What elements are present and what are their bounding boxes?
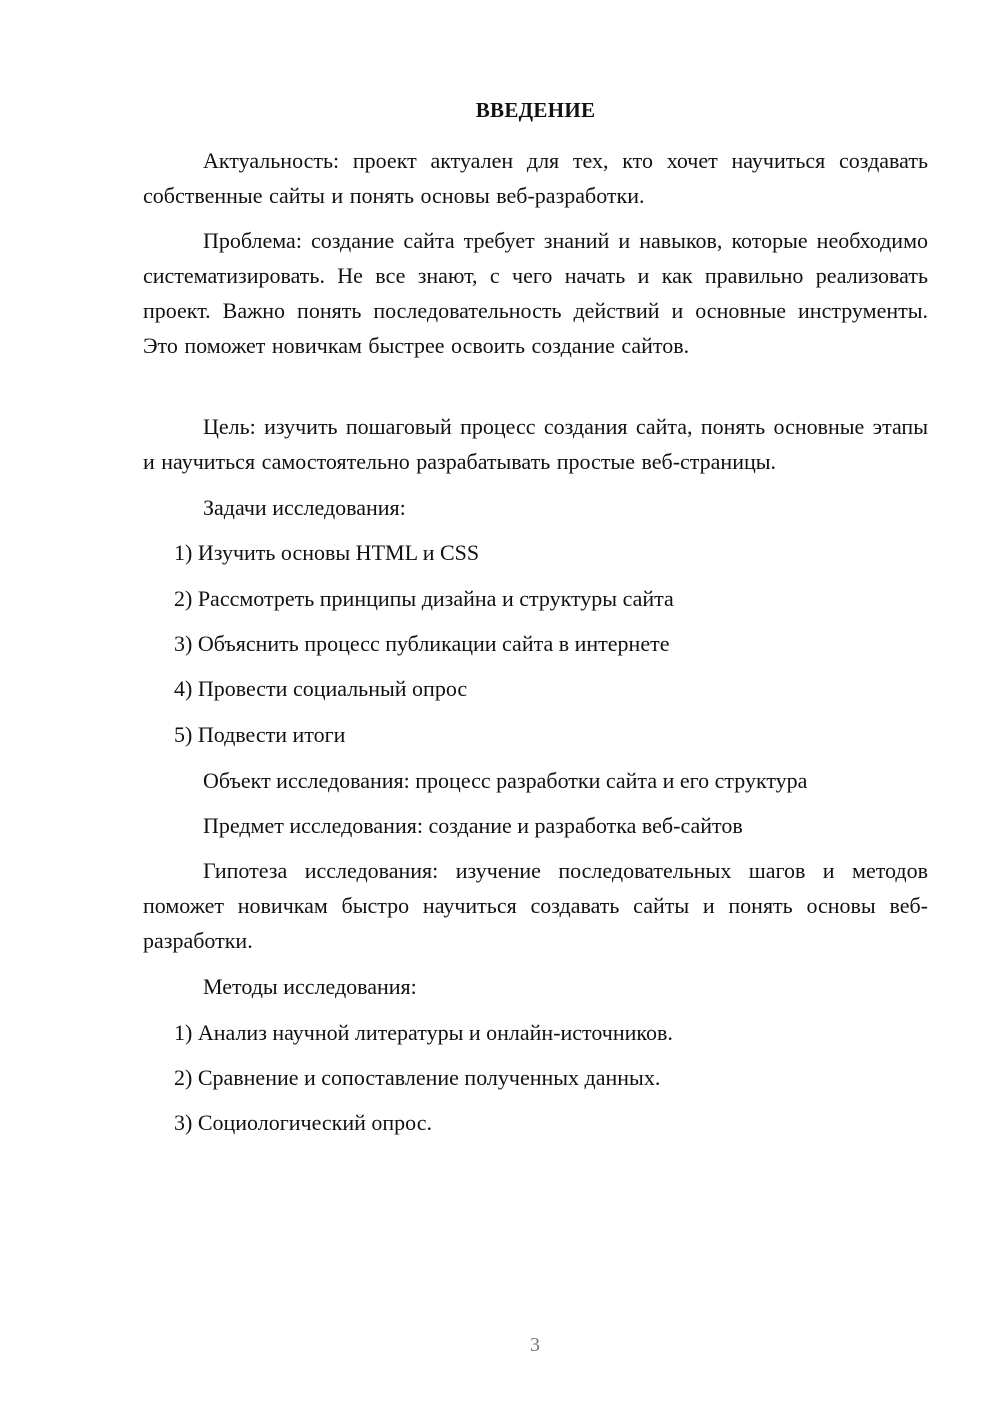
task-item: 5) Подвести итоги (174, 722, 346, 747)
subject-line: Предмет исследования: создание и разработка веб-сайтов (203, 813, 743, 838)
method-item: 2) Сравнение и сопоставление полученных данных. (174, 1065, 661, 1090)
page-number: 3 (530, 1334, 540, 1356)
task-item: 2) Рассмотреть принципы дизайна и структуры сайта (174, 586, 674, 611)
tasks-heading: Задачи исследования: (203, 495, 406, 520)
task-item: 1) Изучить основы HTML и CSS (174, 540, 480, 565)
task-item: 3) Объяснить процесс публикации сайта в интернете (174, 631, 670, 656)
hypothesis-paragraph: Гипотеза исследования: изучение последовательных шагов и методов поможет новичкам быстро научиться создавать сайты и понять основы веб-разработки. (143, 858, 928, 953)
section-title: ВВЕДЕНИЕ (475, 98, 596, 122)
methods-heading: Методы исследования: (203, 974, 417, 999)
task-item: 4) Провести социальный опрос (174, 676, 468, 701)
problem-paragraph: Проблема: создание сайта требует знаний и навыков, которые необходимо систематизировать. Не все знают, с чего начать и как правильно реализовать проект. Важно понять последовательность действий и основные инструменты. Это поможет новичкам быстрее освоить создание сайтов. (143, 228, 928, 358)
goal-paragraph: Цель: изучить пошаговый процесс создания сайта, понять основные этапы и научиться самостоятельно разрабатывать простые веб-страницы. (143, 414, 928, 474)
relevance-paragraph: Актуальность: проект актуален для тех, кто хочет научиться создавать собственные сайты и понять основы веб-разработки. (143, 148, 928, 208)
method-item: 1) Анализ научной литературы и онлайн-источников. (174, 1020, 673, 1045)
object-line: Объект исследования: процесс разработки сайта и его структура (203, 768, 808, 793)
method-item: 3) Социологический опрос. (174, 1110, 432, 1135)
